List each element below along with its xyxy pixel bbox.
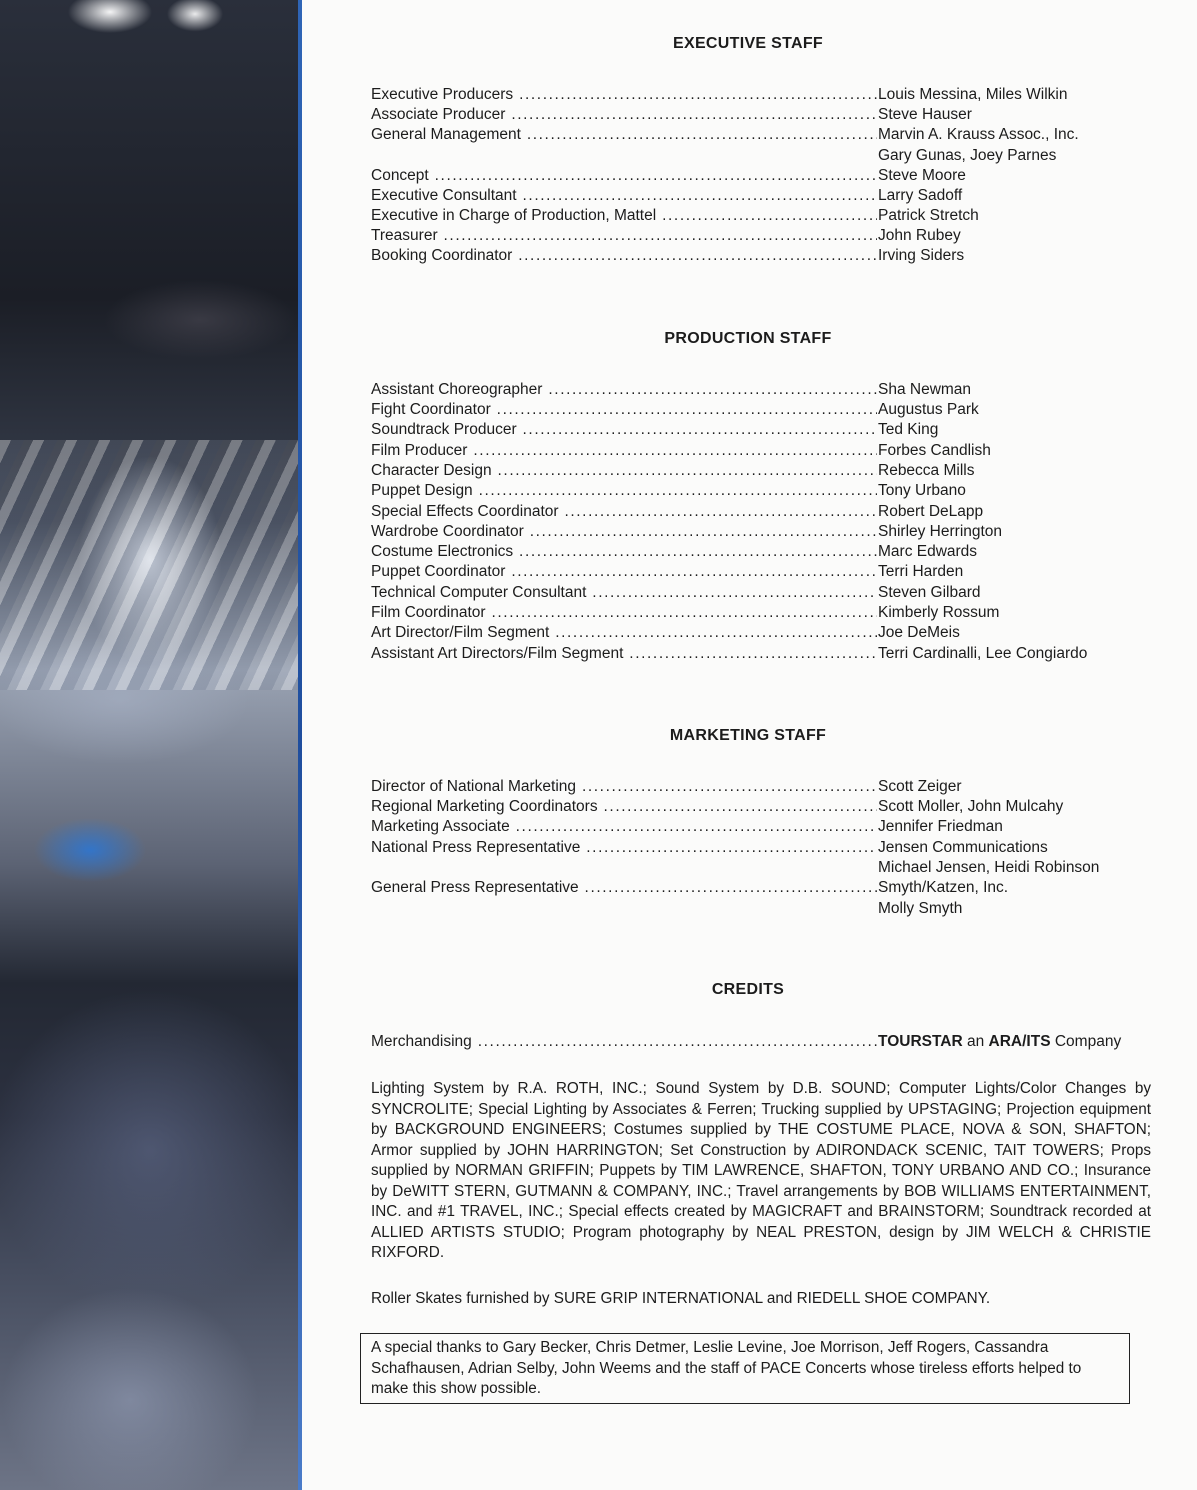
special-thanks-box: A special thanks to Gary Becker, Chris Detmer, Leslie Levine, Joe Morrison, Jeff Rogers, Cassandra Schafhausen, Adrian Selby, John Weems and the staff of PACE Concerts whose tireless efforts helped to make this show possible. [360,1333,1130,1404]
staff-name: Steve Moore [878,167,966,184]
staff-row [371,441,1151,461]
staff-row [371,400,1151,420]
staff-name: Marvin A. Krauss Assoc., Inc. [878,126,1079,143]
role-label: Puppet Coordinator ..... [371,562,877,582]
staff-row-continued [371,146,1151,166]
staff-name: Tony Urbano [878,482,966,499]
staff-name: Scott Moller, John Mulcahy [878,798,1064,815]
staff-name: Ted King [878,421,939,438]
staff-row [371,246,1151,266]
staff-name: Jensen Communications [878,839,1048,856]
staff-row [371,481,1151,501]
role-label: Film Producer ..... [371,441,877,461]
staff-row [371,838,1151,858]
staff-name: Patrick Stretch [878,207,979,224]
staff-row [371,777,1151,797]
staff-row [371,85,1151,105]
role-label: Soundtrack Producer ..... [371,420,877,440]
role-label: Marketing Associate ..... [371,817,877,837]
staff-name: Sha Newman [878,381,972,398]
roller-skates-credit: Roller Skates furnished by SURE GRIP INTERNATIONAL and RIEDELL SHOE COMPANY. [371,1290,991,1307]
company-name: TOURSTAR [878,1033,963,1050]
staff-name: Terri Cardinalli, Lee Congiardo [878,645,1088,662]
staff-row-continued [371,899,1151,919]
staff-row [371,817,1151,837]
staff-row [371,166,1151,186]
stage-photo [0,0,300,1490]
executive-staff-heading: EXECUTIVE STAFF [673,35,823,52]
staff-row [371,878,1151,898]
staff-row [371,206,1151,226]
marketing-staff-heading: MARKETING STAFF [669,727,827,744]
role-label: Art Director/Film Segment ..... [371,623,877,643]
stage-set-structure [0,440,300,690]
credits-paragraph: Lighting System by R.A. ROTH, INC.; Sound System by D.B. SOUND; Computer Lights/Color Changes by SYNCROLITE; Special Lighting by Associates & Ferren; Trucking supplied by UPSTAGING; Projection equipment by BACKGROUND ENGINEERS; Costumes supplied by THE COSTUME PLACE, NOVA & SON, SHAFTON; Armor supplied by JOHN HARRINGTON; Set Construction by ADIRONDACK SCENIC, TAIT TOWERS; Props supplied by NORMAN GRIFFIN; Puppets by TIM LAWRENCE, SHAFTON, TONY URBANO AND CO.; Insurance by DeWITT STERN, GUTMANN & COMPANY, INC.; Travel arrangements by BOB WILLIAMS ENTERTAINMENT, INC. and #1 TRAVEL, INC.; Special effects created by MAGICRAFT and BRAINSTORM; Soundtrack recorded at ALLIED ARTISTS STUDIO; Program photography by NEAL PRESTON, design by JIM WELCH & CHRISTIE RIXFORD. [371,1080,1151,1261]
staff-name [878,1032,1121,1052]
staff-row [371,583,1151,603]
role-label: Assistant Art Directors/Film Segment ..... [371,644,877,664]
company-name: ARA/ITS [988,1033,1051,1050]
staff-row [371,125,1151,145]
role-label: Puppet Design ..... [371,481,877,501]
staff-name: Marc Edwards [878,543,978,560]
staff-row [371,562,1151,582]
staff-row [371,644,1151,664]
staff-row [371,522,1151,542]
staff-row [371,542,1151,562]
role-label: Executive Consultant ..... [371,186,877,206]
staff-row [371,461,1151,481]
connector-text: Company [1050,1033,1122,1050]
role-label: Merchandising ..... [371,1032,877,1052]
staff-name: Gary Gunas, Joey Parnes [878,147,1057,164]
staff-row [371,420,1151,440]
role-label: Director of National Marketing ..... [371,777,877,797]
staff-name: Terri Harden [878,563,964,580]
role-label: Character Design ..... [371,461,877,481]
role-label: Associate Producer ..... [371,105,877,125]
production-staff-heading: PRODUCTION STAFF [664,330,832,347]
role-label: Fight Coordinator ..... [371,400,877,420]
staff-name: Scott Zeiger [878,778,962,795]
staff-row [371,186,1151,206]
role-label: General Press Representative ..... [371,878,877,898]
role-label: Technical Computer Consultant ..... [371,583,877,603]
staff-name: Larry Sadoff [878,187,963,204]
staff-name: Rebecca Mills [878,462,975,479]
staff-row [371,105,1151,125]
role-label: Treasurer ..... [371,226,877,246]
staff-row [371,226,1151,246]
staff-name: Robert DeLapp [878,503,984,520]
staff-name: Smyth/Katzen, Inc. [878,879,1009,896]
staff-name: Steve Hauser [878,106,972,123]
role-label: Wardrobe Coordinator ..... [371,522,877,542]
staff-row-continued [371,858,1151,878]
role-label: National Press Representative ..... [371,838,877,858]
staff-name: Jennifer Friedman [878,818,1003,835]
credits-heading: CREDITS [711,981,785,998]
merchandising-row [371,1032,1151,1052]
role-label: Executive in Charge of Production, Mattel ..... [371,206,877,226]
staff-name: Kimberly Rossum [878,604,1000,621]
staff-row [371,502,1151,522]
staff-row [371,623,1151,643]
role-label: Executive Producers ..... [371,85,877,105]
staff-name: Louis Messina, Miles Wilkin [878,86,1068,103]
photo-edge-border [298,0,302,1490]
role-label: Concept ..... [371,166,877,186]
staff-name: John Rubey [878,227,961,244]
staff-name: Shirley Herrington [878,523,1003,540]
staff-name: Irving Siders [878,247,965,264]
staff-row [371,380,1151,400]
role-label: Film Coordinator ..... [371,603,877,623]
staff-row [371,603,1151,623]
staff-name: Steven Gilbard [878,584,981,601]
staff-name: Joe DeMeis [878,624,960,641]
role-label: General Management ..... [371,125,877,145]
role-label: Regional Marketing Coordinators ..... [371,797,877,817]
staff-name: Forbes Candlish [878,442,991,459]
role-label: Booking Coordinator ..... [371,246,877,266]
staff-row [371,797,1151,817]
role-label: Special Effects Coordinator ..... [371,502,877,522]
staff-name: Michael Jensen, Heidi Robinson [878,859,1100,876]
role-label: Assistant Choreographer ..... [371,380,877,400]
staff-name: Molly Smyth [878,900,963,917]
connector-text: an [962,1033,989,1050]
role-label: Costume Electronics ..... [371,542,877,562]
staff-name: Augustus Park [878,401,979,418]
